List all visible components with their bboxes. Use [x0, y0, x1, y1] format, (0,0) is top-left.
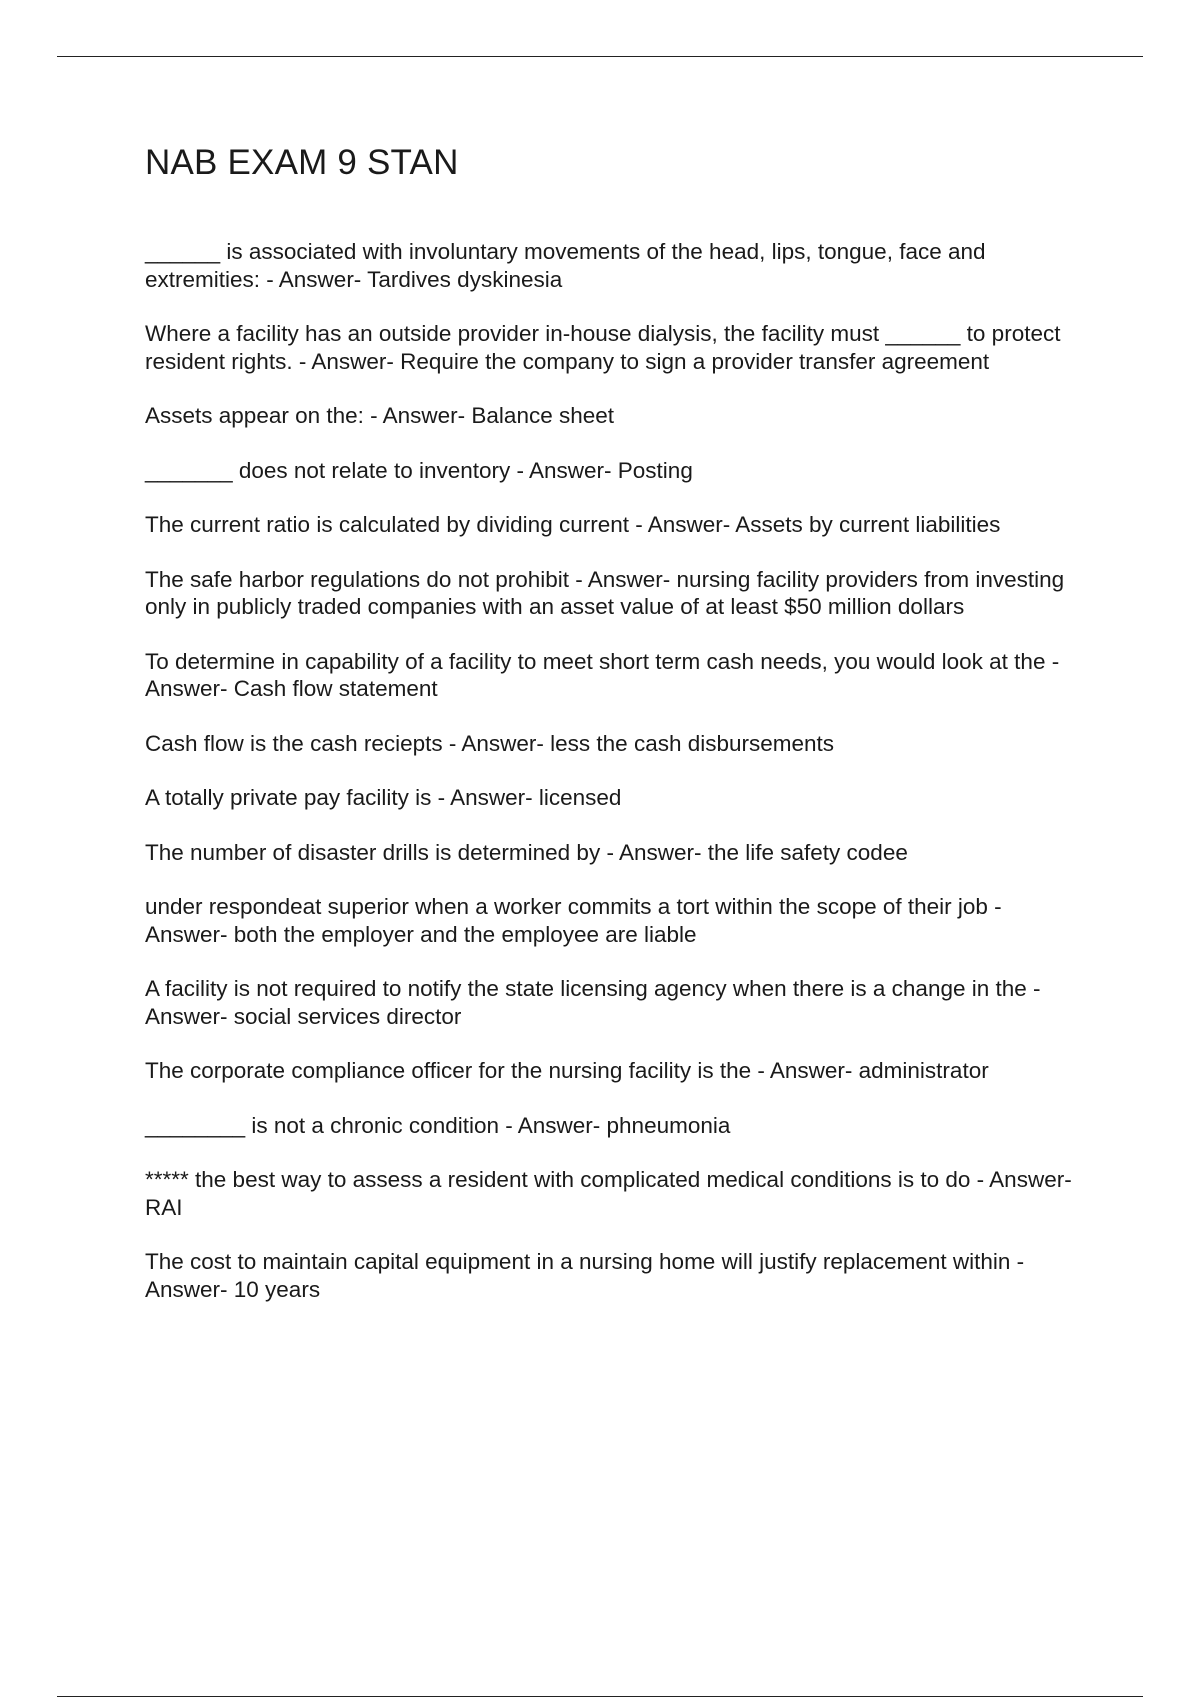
qa-item-15: ***** the best way to assess a resident with complicated medical conditions is to do - Answer- RAI	[145, 1167, 1072, 1220]
qa-item-9: A totally private pay facility is - Answer- licensed	[145, 785, 622, 810]
qa-item-5: The current ratio is calculated by dividing current - Answer- Assets by current liabilities	[145, 512, 1001, 537]
qa-item-1: ______ is associated with involuntary movements of the head, lips, tongue, face and extremities: - Answer- Tardives dyskinesia	[145, 239, 986, 292]
header-rule	[57, 56, 1143, 57]
footer-rule	[57, 1696, 1143, 1697]
qa-item-11: under respondeat superior when a worker commits a tort within the scope of their job - Answer- both the employer and the employee are liable	[145, 894, 1002, 947]
qa-item-7: To determine in capability of a facility to meet short term cash needs, you would look at the - Answer- Cash flow statement	[145, 648, 1060, 701]
qa-item-3: Assets appear on the: - Answer- Balance sheet	[145, 403, 615, 428]
qa-item-10: The number of disaster drills is determined by - Answer- the life safety codee	[145, 839, 908, 865]
question-answer-list	[145, 238, 1080, 1303]
document-title: NAB EXAM 9 STAN	[145, 143, 459, 182]
qa-item-16: The cost to maintain capital equipment in a nursing home will justify replacement within - Answer- 10 years	[145, 1249, 1025, 1302]
qa-item-4: _______ does not relate to inventory - Answer- Posting	[145, 457, 693, 483]
qa-item-13: The corporate compliance officer for the nursing facility is the - Answer- administrator	[145, 1058, 989, 1083]
qa-item-12: A facility is not required to notify the state licensing agency when there is a change in the - Answer- social services director	[145, 976, 1041, 1029]
qa-item-8: Cash flow is the cash reciepts - Answer- less the cash disbursements	[145, 730, 835, 756]
qa-item-2: Where a facility has an outside provider in-house dialysis, the facility must ______ to protect resident rights. - Answer- Require the company to sign a provider transfer agreement	[145, 321, 1061, 374]
document-body	[145, 140, 1080, 1330]
qa-item-6: The safe harbor regulations do not prohibit - Answer- nursing facility providers from investing only in publicly traded companies with an asset value of at least $50 million dollars	[145, 566, 1065, 619]
qa-item-14: ________ is not a chronic condition - Answer- phneumonia	[145, 1112, 731, 1138]
